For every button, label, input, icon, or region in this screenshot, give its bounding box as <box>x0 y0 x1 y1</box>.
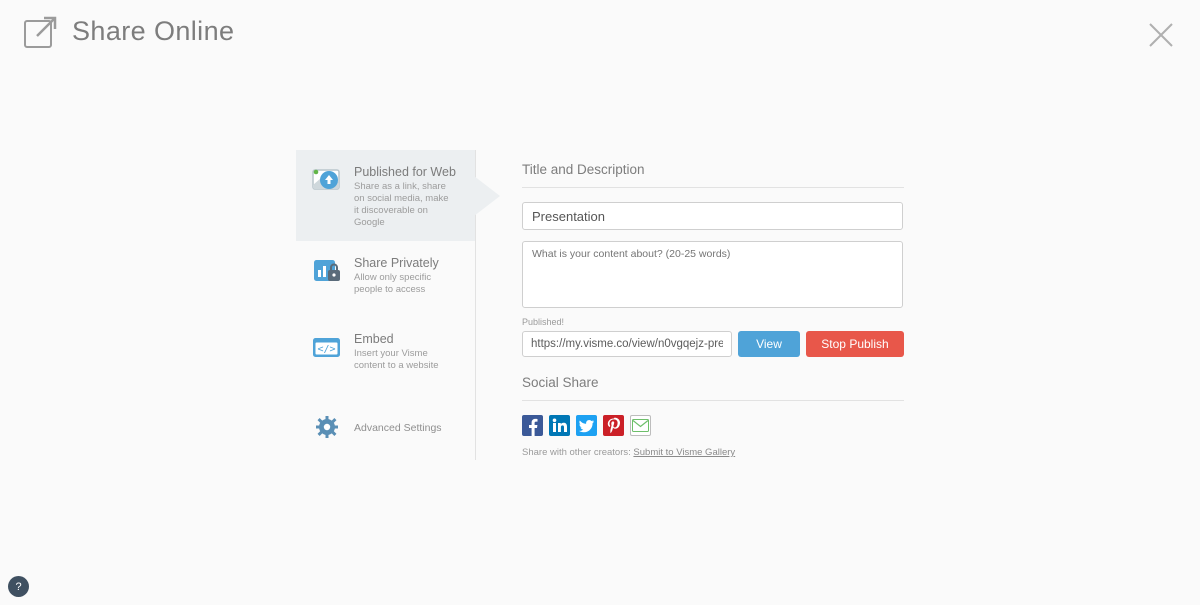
page-title: Share Online <box>72 15 235 46</box>
linkedin-icon[interactable] <box>549 415 570 436</box>
sidebar-item-embed[interactable] <box>296 317 475 393</box>
sidebar-item-advanced-settings[interactable] <box>296 393 475 455</box>
sidebar-item-description: Share as a link, share on social media, make it discoverable on Google <box>354 181 449 228</box>
close-icon[interactable] <box>1144 18 1178 52</box>
twitter-icon[interactable] <box>576 415 597 436</box>
share-external-icon <box>24 14 58 48</box>
publish-web-icon <box>310 164 344 196</box>
dialog-header <box>0 0 1200 70</box>
sidebar-item-label: Advanced Settings <box>354 421 442 434</box>
sidebar-item-label: Embed <box>354 332 394 346</box>
sidebar-item-description: Insert your Visme content to a website <box>354 348 439 371</box>
gallery-share-line <box>522 447 904 458</box>
share-mode-nav <box>296 150 476 460</box>
sidebar-item-label: Share Privately <box>354 256 439 270</box>
sidebar-item-published-for-web[interactable] <box>296 150 475 241</box>
header-title-group <box>24 14 234 48</box>
submit-to-gallery-link[interactable]: Submit to Visme Gallery <box>633 447 736 458</box>
sidebar-item-description: Allow only specific people to access <box>354 272 432 295</box>
sidebar-item-label: Published for Web <box>354 165 456 179</box>
view-button[interactable]: View <box>738 331 800 357</box>
embed-code-icon <box>310 331 344 363</box>
gear-icon <box>310 411 344 443</box>
help-button[interactable]: ? <box>8 576 29 597</box>
nav-text-group <box>354 329 454 372</box>
stop-publish-button[interactable]: Stop Publish <box>806 331 904 357</box>
lock-chart-icon <box>310 255 344 287</box>
facebook-icon[interactable] <box>522 415 543 436</box>
title-description-heading: Title and Description <box>522 162 904 188</box>
published-status: Published! <box>522 317 565 327</box>
description-textarea[interactable] <box>522 241 903 308</box>
social-share-buttons <box>522 415 904 436</box>
share-content <box>522 162 904 458</box>
svg-text:</>: </> <box>317 344 336 355</box>
nav-text-group <box>354 253 454 296</box>
published-url-row <box>522 331 904 357</box>
nav-text-group <box>354 417 442 436</box>
pinterest-icon[interactable] <box>603 415 624 436</box>
published-url-input[interactable] <box>522 331 732 357</box>
title-input[interactable] <box>522 202 903 230</box>
social-share-heading: Social Share <box>522 375 904 401</box>
nav-text-group <box>354 162 456 229</box>
sidebar-item-share-privately[interactable] <box>296 241 475 317</box>
email-icon[interactable] <box>630 415 651 436</box>
gallery-prefix-text: Share with other creators: <box>522 447 631 458</box>
